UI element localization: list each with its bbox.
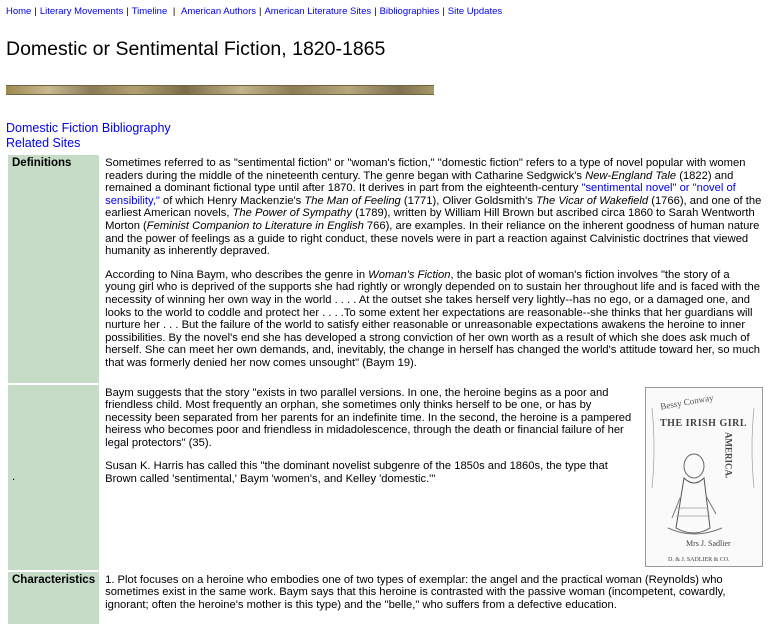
cover-author-text: Mrs J. Sadlier bbox=[686, 538, 731, 548]
nav-literary-movements-link[interactable]: Literary Movements bbox=[39, 6, 124, 17]
nav-american-authors-link[interactable]: American Authors bbox=[181, 6, 256, 17]
book-title: The Man of Feeling bbox=[304, 194, 401, 207]
definitions-row bbox=[8, 155, 767, 383]
decorative-banner bbox=[6, 85, 434, 95]
second-paragraph-1: Baym suggests that the story "exists in two parallel versions. In one, the heroine begins as a poor and friendless child. Most frequently an orphan, she sometimes only thinks herself to be one, or has by necessity been separated from her parents for an indefinite time. In the second, the heroine is a pampered heiress who becomes poor and friendless in midadolescence, through the death or financial failure of her legal protectors" (35). bbox=[105, 386, 632, 449]
text-span: (1771), Oliver Goldsmith's bbox=[400, 194, 536, 207]
nav-timeline-link[interactable]: Timeline bbox=[131, 6, 168, 17]
section-links bbox=[6, 121, 171, 151]
text-span: of which Henry Mackenzie's bbox=[159, 194, 305, 207]
nav-separator: | bbox=[34, 6, 37, 17]
characteristics-label: Characteristics bbox=[8, 572, 99, 625]
text-span: (1789), written by William Hill Brown but ascribed circa 1860 to Sarah Wentworth Morton ( bbox=[105, 207, 755, 232]
text-span: According to Nina Baym, who describes the genre in bbox=[105, 268, 369, 281]
second-row bbox=[8, 385, 767, 570]
top-nav bbox=[6, 6, 502, 17]
nav-separator: | bbox=[374, 6, 377, 17]
second-paragraph-2: Susan K. Harris has called this "the dominant novelist subgenre of the 1850s and 1860s, the type that Brown called 'sentimental,' Baym 'women's, and Kelley 'domestic.'" bbox=[105, 460, 608, 486]
book-title: Feminist Companion to Literature in English bbox=[146, 219, 364, 232]
characteristics-text bbox=[101, 572, 767, 625]
nav-american-literature-sites-link[interactable]: American Literature Sites bbox=[264, 6, 372, 17]
nav-separator: | bbox=[126, 6, 129, 17]
book-title: Woman's Fiction bbox=[368, 268, 451, 281]
definitions-paragraph-1 bbox=[105, 157, 763, 258]
text-span: , the basic plot of woman's fiction involves "the story of a young girl who is deprived of the supports she had rightly or wrongly depended on to sustain her throughout life and is faced with the necessity of winning her own way in the world . . . . At the outset she takes herself very lightly--has no ego, or a damaged one, and looks to the world to coddle and protect her . . . .To some extent her expectations are reasonable--she thinks that her guardians will nurture her . . . But the failure of the world to satisfy either reasonable or unreasonable expectations awakens the heroine to inner possibilities. By the novel's end she has developed a strong conviction of her own worth as a result of which she does ask much of herself. She can meet her own demands, and, inevitably, the change in herself has changed the world's attitude toward her, so much that was formerly denied her now comes unsought" (Baym 19). bbox=[105, 268, 761, 369]
page-title: Domestic or Sentimental Fiction, 1820-1865 bbox=[6, 38, 386, 60]
book-title: The Power of Sympathy bbox=[232, 207, 352, 220]
text-span: (1766), and one of the earliest American novels, bbox=[105, 194, 762, 220]
content-table bbox=[6, 153, 769, 626]
nav-separator: | bbox=[442, 6, 445, 17]
text-span: Sometimes referred to as "sentimental fiction" or "woman's fiction," "domestic fiction" refers to a type of novel popular with women readers during the middle of the nineteenth century. The genre began with Catharine Sedgwick's bbox=[105, 157, 746, 182]
text-span: (1822) and remained a dominant fictional type until after 1870. It derives in part from the eighteenth-century bbox=[105, 169, 734, 195]
cover-top-text: Bessy Conway bbox=[659, 391, 715, 412]
text-span: 766), are examples. In their reliance on the inherent goodness of human nature and the power of feelings as a guide to right conduct, these novels were in part a reaction against Calvinistic doctrines that viewed humanity as inherently depraved. bbox=[105, 219, 760, 258]
characteristics-paragraph-1: 1. Plot focuses on a heroine who embodies one of two types of exemplar: the angel and the practical woman (Reynolds) who sometimes exist in the same work. Baym says that this heroine is contrasted with the passive woman (incompetent, cowardly, ignorant; often the heroine's mother is this type) and the "belle," who suffers from a defective education. bbox=[105, 573, 726, 611]
definitions-label: Definitions bbox=[8, 155, 99, 383]
cover-publisher-text: D. & J. SADLIER & CO. bbox=[668, 556, 730, 563]
second-text bbox=[101, 385, 767, 570]
cover-side-text: AMERICA. bbox=[723, 431, 734, 478]
nav-site-updates-link[interactable]: Site Updates bbox=[447, 6, 503, 17]
nav-bibliographies-link[interactable]: Bibliographies bbox=[379, 6, 440, 17]
definitions-paragraph-2 bbox=[105, 269, 763, 370]
definitions-text bbox=[101, 155, 767, 383]
book-title: The Vicar of Wakefield bbox=[535, 194, 649, 207]
sentimental-novel-link[interactable]: "sentimental novel" or "novel of sensibility," bbox=[105, 182, 736, 207]
dot-label: . bbox=[8, 385, 99, 570]
nav-separator: | bbox=[258, 6, 262, 17]
cover-title-text: THE IRISH GIRL bbox=[660, 417, 748, 429]
bibliography-link[interactable]: Domestic Fiction Bibliography bbox=[6, 121, 171, 135]
nav-home-link[interactable]: Home bbox=[6, 6, 32, 17]
related-sites-link[interactable]: Related Sites bbox=[6, 136, 81, 150]
book-title: New-England Tale bbox=[585, 169, 677, 182]
book-cover-image bbox=[645, 387, 763, 567]
nav-separator: | bbox=[170, 6, 178, 17]
characteristics-row bbox=[8, 572, 767, 625]
